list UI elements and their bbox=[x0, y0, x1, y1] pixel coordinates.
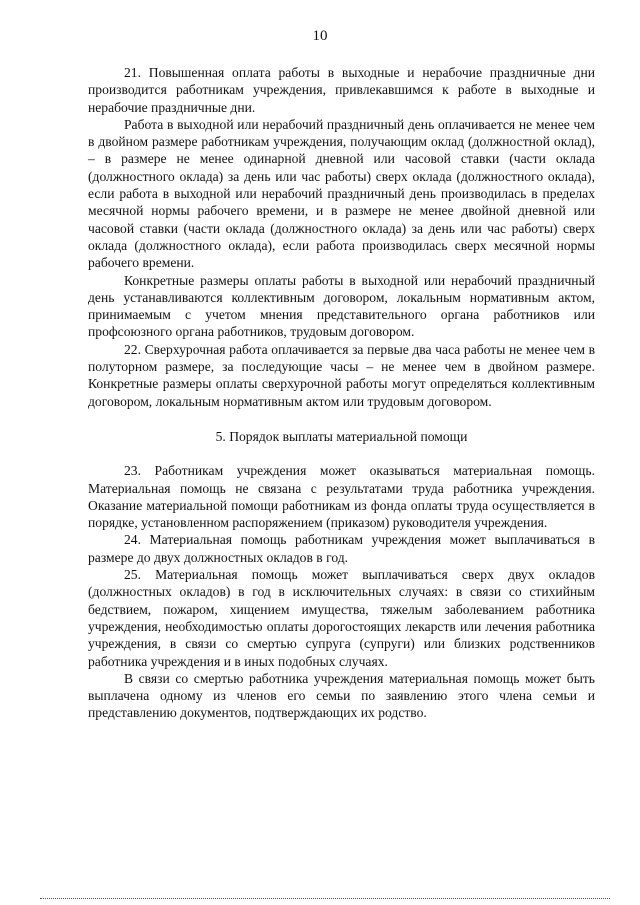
page-number: 10 bbox=[312, 28, 328, 44]
footer-divider bbox=[40, 898, 610, 899]
paragraph-23: 23. Работникам учреждения может оказываться материальная помощь. Материальная помощь не связана с результатами труда работника учреждения. Оказание материальной помощи работникам из фонда оплаты труда осуществляется в порядке, установленном распоряжением (приказом) руководителя учреждения. bbox=[88, 463, 595, 531]
paragraph-24: 24. Материальная помощь работникам учреждения может выплачиваться в размере до двух должностных окладов в год. bbox=[88, 532, 595, 565]
paragraph-weekend-pay: Работа в выходной или нерабочий праздничный день оплачивается не менее чем в двойном размере работникам учреждения, получающим оклад (должностной оклад), – в размере не менее одинарной дневной или часовой ставки (части оклада (должностного оклада) за день или час работы) сверх оклада (должностного оклада), если работа в выходной или нерабочий праздничный день производилась в пределах месячной нормы рабочего времени, и в размере не менее двойной дневной или часовой ставки (части оклада (должностного оклада) за день или час работы) сверх оклада (должностного оклада), если работа производилась сверх месячной нормы рабочего времени. bbox=[88, 116, 595, 271]
paragraph-specific-sizes: Конкретные размеры оплаты работы в выходной или нерабочий праздничный день устанавливаются коллективным договором, локальным нормативным актом, принимаемым с учетом мнения представительного органа работников или профсоюзного органа работников, трудовым договором. bbox=[88, 272, 595, 340]
paragraph-22: 22. Сверхурочная работа оплачивается за первые два часа работы не менее чем в полуторном размере, за последующие часы – не менее чем в двойном размере. Конкретные размеры оплаты сверхурочной работы могут определяться коллективным договором, локальным нормативным актом или трудовым договором. bbox=[88, 341, 595, 409]
paragraph-21: 21. Повышенная оплата работы в выходные и нерабочие праздничные дни производится работникам учреждения, привлекавшимся к работе в выходные и нерабочие праздничные дни. bbox=[88, 65, 595, 115]
paragraph-25: 25. Материальная помощь может выплачиваться сверх двух окладов (должностных окладов) в год в исключительных случаях: в связи со стихийным бедствием, пожаром, хищением имущества, тяжелым заболеванием работника учреждения, необходимостью оплаты дорогостоящих лекарств или лечения работника учреждения, в связи со смертью супруга (супруги) или близких родственников работника учреждения и в иных подобных случаях. bbox=[88, 567, 595, 669]
document-body bbox=[88, 64, 595, 722]
section-heading: 5. Порядок выплаты материальной помощи bbox=[215, 428, 468, 444]
paragraph-death-benefit: В связи со смертью работника учреждения материальная помощь может быть выплачена одному из членов его семьи по заявлению этого члена семьи и представлению документов, подтверждающих их родство. bbox=[88, 670, 595, 721]
